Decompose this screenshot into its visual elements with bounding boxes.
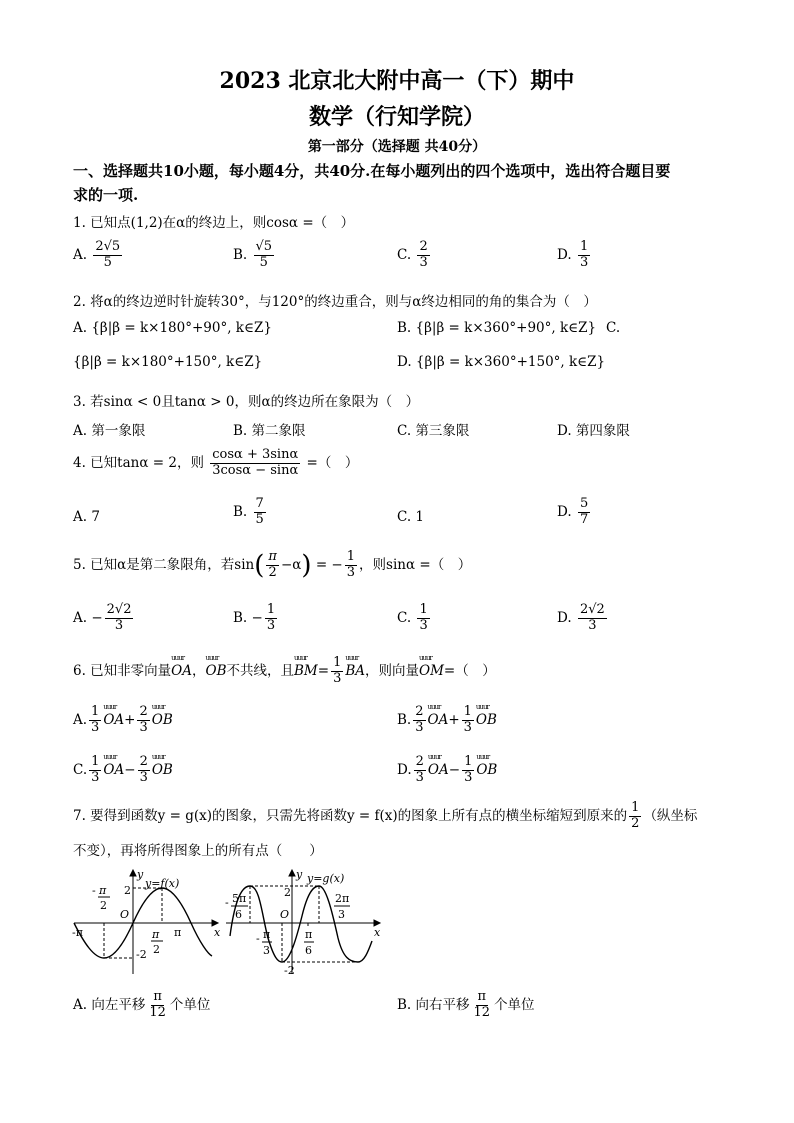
tick-pi6-num: π bbox=[305, 928, 313, 941]
denominator: 3 bbox=[464, 769, 473, 785]
numerator: cosα + 3sinα bbox=[212, 447, 299, 462]
numerator: 7 bbox=[255, 496, 264, 511]
q3-option-c: C. 第三象限 bbox=[397, 423, 470, 439]
vector-ob: uuur OB bbox=[206, 663, 227, 679]
section-instruction-line1: 一、选择题共10小题，每小题4分，共40分.在每小题列出的四个选项中，选出符合题目要 bbox=[73, 162, 671, 180]
denominator: 3 bbox=[266, 617, 276, 633]
fraction bbox=[266, 550, 279, 581]
fraction bbox=[345, 550, 357, 581]
stem-text: 5. 已知α是第二象限角，若sin bbox=[73, 556, 255, 573]
vector-oa: uuur OA bbox=[171, 663, 192, 679]
operator: − bbox=[124, 761, 136, 778]
q3-option-a: A. 第一象限 bbox=[73, 423, 146, 439]
option-tail: 个单位 bbox=[494, 996, 535, 1013]
denominator: 3 bbox=[114, 617, 124, 633]
vector-bm: uuur BM bbox=[294, 663, 318, 679]
tick-neg-pi3-den: 3 bbox=[263, 944, 270, 957]
tick-neg-5pi6-num: 5π bbox=[232, 892, 247, 905]
question-7-stem-line1 bbox=[73, 801, 697, 832]
function-label: y=f(x) bbox=[145, 877, 180, 890]
numerator: 2 bbox=[419, 239, 428, 254]
q2-option-d: D. {β|β = k×360°+150°, k∈Z} bbox=[397, 354, 606, 370]
denominator: 7 bbox=[579, 511, 589, 527]
option-label: A. bbox=[73, 711, 88, 728]
option-label: A. bbox=[73, 609, 88, 626]
option-tail: 个单位 bbox=[169, 996, 211, 1013]
tick-neg-pi: -π bbox=[72, 926, 83, 939]
vector-ob: uuur OB bbox=[476, 762, 497, 778]
denominator: 5 bbox=[103, 254, 112, 270]
stem-text: =（ ） bbox=[306, 454, 359, 471]
question-5-stem bbox=[73, 550, 471, 581]
y-axis-arrow bbox=[130, 870, 136, 876]
numerator: 2√2 bbox=[106, 602, 132, 617]
q2-option-c-label: C. bbox=[606, 320, 621, 336]
fraction bbox=[462, 705, 474, 736]
denominator: 3 bbox=[91, 769, 100, 785]
vector-ob: uuur OB bbox=[476, 712, 497, 728]
option-label: B. bbox=[233, 503, 248, 520]
q1-option-a bbox=[73, 240, 124, 271]
vector-ob: uuur OB bbox=[152, 762, 173, 778]
option-label: C. bbox=[73, 761, 88, 778]
tick-neg-half-pi-num: π bbox=[99, 884, 107, 897]
question-4-stem bbox=[73, 448, 358, 479]
fraction bbox=[578, 497, 590, 528]
fraction bbox=[462, 755, 474, 786]
stem-text: =（ ） bbox=[443, 662, 496, 679]
option-label: B. bbox=[233, 246, 248, 263]
q6-option-d bbox=[397, 755, 497, 786]
numerator: 1 bbox=[463, 704, 472, 719]
fraction bbox=[254, 497, 266, 528]
numerator: 2 bbox=[415, 704, 424, 719]
q6-option-a bbox=[73, 705, 173, 736]
stem-text: ， bbox=[192, 662, 206, 679]
tick-y-bottom: -2 bbox=[284, 964, 295, 977]
option-label: B. 向右平移 bbox=[397, 996, 470, 1013]
denominator: 12 bbox=[473, 1004, 491, 1020]
y-axis-arrow bbox=[289, 870, 295, 876]
fraction bbox=[331, 656, 343, 687]
denominator: 12 bbox=[149, 1004, 166, 1020]
denominator: 3 bbox=[579, 254, 589, 270]
q2-option-a: A. {β|β = k×180°+90°, k∈Z} bbox=[73, 320, 272, 336]
x-axis-label: x bbox=[214, 926, 221, 939]
tick-pi: π bbox=[174, 926, 182, 939]
question-7-stem-line2: 不变），再将所得图象上的所有点（ ） bbox=[73, 843, 323, 859]
paper-subtitle: 数学（行知学院） bbox=[308, 104, 485, 130]
tick-half-pi-den: 2 bbox=[153, 943, 160, 956]
fraction bbox=[210, 448, 300, 479]
q4-option-c: C. 1 bbox=[397, 509, 425, 525]
section-instruction-line2: 求的一项. bbox=[73, 186, 139, 204]
numerator: 1 bbox=[464, 754, 473, 769]
denominator: 2 bbox=[631, 815, 640, 831]
tick-y-top: 2 bbox=[124, 884, 131, 897]
numerator: 1 bbox=[333, 655, 342, 670]
tick-pi6-den: 6 bbox=[305, 944, 312, 957]
tick-neg-half-pi-sign: - bbox=[92, 884, 96, 897]
numerator: 1 bbox=[91, 754, 100, 769]
numerator: π bbox=[268, 549, 277, 564]
fraction bbox=[138, 755, 150, 786]
sign: − bbox=[251, 609, 263, 626]
stem-text: ，则sinα =（ ） bbox=[359, 556, 472, 573]
fraction bbox=[265, 603, 277, 634]
question-6-stem bbox=[73, 656, 496, 687]
tick-neg-pi3-num: π bbox=[263, 928, 271, 941]
numerator: 2 bbox=[139, 754, 148, 769]
fraction bbox=[414, 755, 426, 786]
stem-text: 7. 要得到函数y = g(x)的图象，只需先将函数y = f(x)的图象上所有点的横坐标缩短到原来的 bbox=[73, 807, 628, 824]
option-label: A. 向左平移 bbox=[73, 996, 146, 1013]
graph-g-figure bbox=[222, 866, 386, 978]
fraction bbox=[105, 603, 134, 634]
vector-oa: uuur OA bbox=[428, 712, 449, 728]
q7-option-b bbox=[397, 990, 535, 1021]
vector-ba: uuur BA bbox=[345, 663, 365, 679]
denominator: 3 bbox=[91, 719, 100, 735]
sign: − bbox=[91, 609, 103, 626]
numerator: 2√2 bbox=[579, 602, 605, 617]
y-axis-label: y bbox=[137, 868, 144, 881]
function-label: y=g(x) bbox=[307, 872, 345, 885]
q3-option-b: B. 第二象限 bbox=[233, 423, 306, 439]
q7-option-a bbox=[73, 990, 210, 1021]
numerator: 2 bbox=[415, 754, 424, 769]
vector-oa: uuur OA bbox=[103, 762, 124, 778]
stem-text: （纵坐标 bbox=[643, 807, 698, 824]
fraction bbox=[472, 990, 493, 1021]
vector-om: uuur OM bbox=[419, 663, 444, 679]
fraction bbox=[254, 240, 275, 271]
numerator: 1 bbox=[631, 800, 640, 815]
denominator: 3 bbox=[419, 254, 428, 270]
option-label: D. bbox=[557, 503, 572, 520]
tick-half-pi-num: π bbox=[152, 928, 160, 941]
fraction bbox=[137, 705, 149, 736]
q6-option-c bbox=[73, 755, 173, 786]
fraction bbox=[89, 755, 101, 786]
origin-label: O bbox=[120, 908, 130, 921]
q4-option-b bbox=[233, 497, 268, 528]
denominator: 3 bbox=[463, 719, 472, 735]
operator: − bbox=[448, 761, 461, 778]
numerator: 1 bbox=[419, 602, 428, 617]
q4-option-a: A. 7 bbox=[73, 509, 100, 525]
q5-option-c bbox=[397, 603, 432, 634]
numerator: π bbox=[477, 989, 487, 1004]
fraction bbox=[629, 801, 641, 832]
stem-text: 4. 已知tanα = 2，则 bbox=[73, 454, 204, 471]
fraction bbox=[89, 705, 101, 736]
option-label: C. bbox=[397, 246, 412, 263]
tick-neg-pi3-sign: - bbox=[256, 932, 260, 945]
option-label: B. bbox=[397, 711, 412, 728]
option-label: A. bbox=[73, 246, 88, 263]
tick-2pi3-den: 3 bbox=[338, 908, 345, 921]
numerator: π bbox=[153, 989, 162, 1004]
tick-y-bottom: -2 bbox=[136, 948, 147, 961]
numerator: 1 bbox=[266, 602, 276, 617]
q5-option-a bbox=[73, 603, 135, 634]
paper-title: 2023 北京北大附中高一（下）期中 bbox=[219, 68, 575, 94]
numerator: 1 bbox=[579, 239, 589, 254]
fraction bbox=[413, 705, 425, 736]
vector-oa: uuur OA bbox=[428, 762, 449, 778]
stem-text: = − bbox=[315, 556, 343, 573]
numerator: √5 bbox=[255, 239, 273, 254]
numerator: 2 bbox=[139, 704, 148, 719]
q4-option-d bbox=[557, 497, 592, 528]
stem-text: 不共线，且 bbox=[226, 662, 294, 679]
q1-option-b bbox=[233, 240, 276, 271]
tick-2pi3-num: 2π bbox=[335, 892, 350, 905]
tick-neg-5pi6-den: 6 bbox=[235, 908, 242, 921]
stem-text: −α bbox=[280, 556, 302, 573]
fraction bbox=[93, 240, 122, 271]
question-2-stem: 2. 将α的终边逆时针旋转30°，与120°的终边重合，则与α终边相同的角的集合为（ ） bbox=[73, 294, 597, 310]
numerator: 1 bbox=[346, 549, 356, 564]
q5-option-b bbox=[233, 603, 279, 634]
x-axis-label: x bbox=[374, 926, 381, 939]
fraction bbox=[578, 240, 590, 271]
q1-option-d bbox=[557, 240, 592, 271]
option-label: D. bbox=[557, 246, 572, 263]
fraction bbox=[417, 240, 429, 271]
numerator: 2√5 bbox=[95, 239, 121, 254]
fraction bbox=[578, 603, 607, 634]
y-axis-label: y bbox=[296, 868, 303, 881]
q6-option-b bbox=[397, 705, 497, 736]
tick-y-top: 2 bbox=[284, 886, 291, 899]
stem-text: ，则向量 bbox=[365, 662, 420, 679]
operator: + bbox=[448, 711, 460, 728]
stem-text: 6. 已知非零向量 bbox=[73, 662, 172, 679]
origin-label: O bbox=[280, 908, 290, 921]
option-label: B. bbox=[233, 609, 248, 626]
left-paren: ( bbox=[254, 550, 265, 581]
vector-oa: uuur OA bbox=[103, 712, 124, 728]
denominator: 5 bbox=[259, 254, 268, 270]
denominator: 3 bbox=[346, 564, 356, 580]
denominator: 5 bbox=[255, 511, 264, 527]
question-3-stem: 3. 若sinα < 0且tanα > 0，则α的终边所在象限为（ ） bbox=[73, 394, 420, 410]
denominator: 3 bbox=[415, 719, 424, 735]
question-1-stem: 1. 已知点(1,2)在α的终边上，则cosα =（ ） bbox=[73, 215, 355, 231]
option-label: C. bbox=[397, 609, 412, 626]
q2-option-c: {β|β = k×180°+150°, k∈Z} bbox=[73, 354, 263, 370]
right-paren: ) bbox=[301, 550, 312, 581]
fraction bbox=[417, 603, 429, 634]
vector-ob: uuur OB bbox=[152, 712, 173, 728]
fraction bbox=[147, 990, 168, 1021]
q1-option-c bbox=[397, 240, 432, 271]
denominator: 2 bbox=[268, 564, 277, 580]
option-label: D. bbox=[557, 609, 572, 626]
numerator: 1 bbox=[91, 704, 100, 719]
numerator: 5 bbox=[579, 496, 589, 511]
part-heading: 第一部分（选择题 共40分） bbox=[307, 139, 487, 155]
operator: + bbox=[124, 711, 136, 728]
denominator: 3 bbox=[139, 719, 148, 735]
q3-option-d: D. 第四象限 bbox=[557, 423, 630, 439]
q2-option-b: B. {β|β = k×360°+90°, k∈Z} bbox=[397, 320, 597, 336]
denominator: 3 bbox=[419, 617, 428, 633]
graph-f-figure bbox=[70, 866, 222, 978]
denominator: 3 bbox=[139, 769, 148, 785]
denominator: 3 bbox=[588, 617, 597, 633]
option-label: D. bbox=[397, 761, 412, 778]
stem-text: = bbox=[317, 662, 330, 679]
tick-neg-5pi6-sign: - bbox=[225, 896, 229, 909]
denominator: 3cosα − sinα bbox=[212, 462, 299, 478]
q5-option-d bbox=[557, 603, 609, 634]
curve-g bbox=[230, 886, 372, 962]
tick-neg-half-pi-den: 2 bbox=[100, 899, 107, 912]
denominator: 3 bbox=[333, 670, 342, 686]
denominator: 3 bbox=[415, 769, 424, 785]
